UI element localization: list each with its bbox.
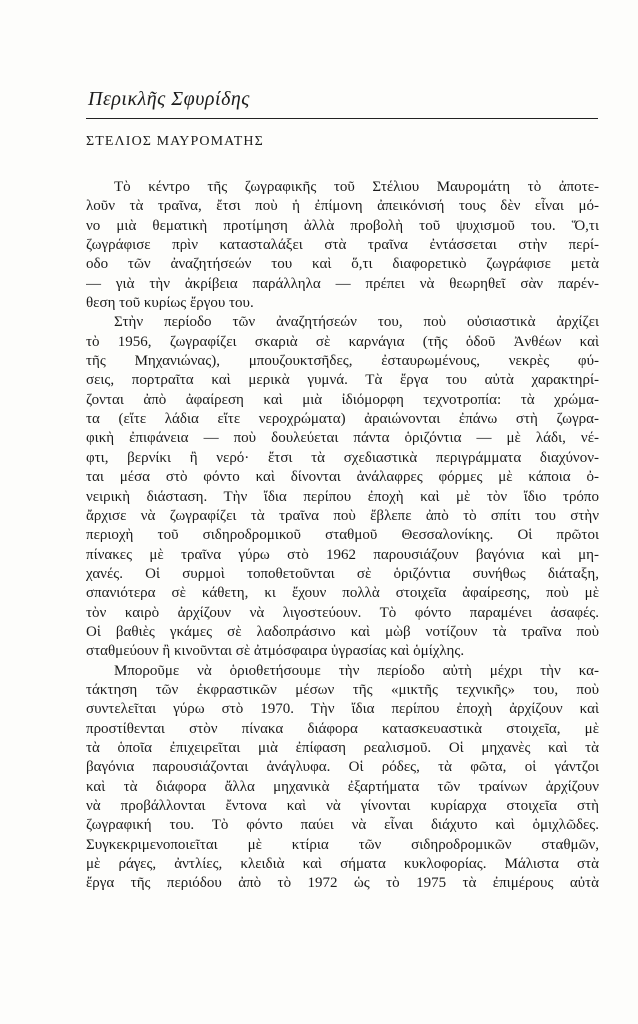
- text-line: Συγκεκριμενοποιεῖται μὲ κτίρια τῶν σιδηροδρομικῶν σταθμῶν,: [86, 836, 599, 853]
- text-line: φικὴ ἐπιφάνεια — ποὺ δουλεύεται πάντα ὁριζόντια — μὲ λάδι, νέ-: [86, 430, 599, 447]
- text-line: μὲ ράγες, ἀντλίες, κλειδιὰ καὶ σήματα κυκλοφορίας. Μάλιστα στὰ: [86, 856, 599, 873]
- text-line: Οἱ βαθιὲς γκάμες σὲ λαδοπράσινο καὶ μὼβ νοτίζουν τὰ τραῖνα ποὺ: [86, 623, 599, 640]
- text-line: Στὴν περίοδο τῶν ἀναζητήσεών του, ποὺ οὐσιαστικὰ ἀρχίζει: [114, 314, 599, 331]
- text-line: τα (εἴτε λάδια εἴτε νεροχρώματα) ἀραιώνονται ἐπάνω στὴ ζωγρα-: [86, 411, 599, 428]
- text-line: τὰ ὁποῖα ἐπιχειρεῖται μιὰ ἐπίφαση ρεαλισμοῦ. Οἱ μηχανὲς καὶ τὰ: [86, 739, 599, 756]
- text-line: λοῦν τὰ τραῖνα, ἔτσι ποὺ ἡ ἐπίμονη ἀπεικόνισή τους δὲν εἶναι μό-: [86, 198, 599, 215]
- text-line: — γιὰ τὴν ἀκρίβεια παράλληλα — πρέπει νὰ θεωρηθεῖ σὰν παρέν-: [86, 275, 599, 292]
- text-line: σπανιότερα σὲ κάθετη, κι ἔχουν πολλὰ στοιχεῖα ἀφαίρεσης, ποὺ μὲ: [86, 585, 599, 602]
- text-line: ἔργα τῆς περιόδου ἀπὸ τὸ 1972 ὡς τὸ 1975 τὰ ἐπιμέρους αὐτὰ: [86, 875, 599, 892]
- text-line: οδο τῶν ἀναζητήσεών του καὶ ὅ,τι διαφορετικὸ ζωγράφισε μετὰ: [86, 256, 599, 273]
- text-line: σεις, πορτραῖτα καὶ μερικὰ γυμνά. Τὰ ἔργα του αὐτὰ χαρακτηρί-: [86, 372, 599, 389]
- header-rule: [86, 118, 598, 119]
- text-line: τὸ 1956, ζωγραφίζει σκαριὰ σὲ καρνάγια (τῆς ὁδοῦ Ἀνθέων καὶ: [86, 333, 599, 350]
- text-line: τάκτηση τῶν ἐκφραστικῶν μέσων τῆς «μικτῆς τεχνικῆς» του, ποὺ: [86, 681, 599, 698]
- text-line: πίνακες μὲ τραῖνα γύρω στὸ 1962 παρουσιάζουν βαγόνια καὶ μη-: [86, 546, 599, 563]
- text-line: ται μέσα στὸ φόντο καὶ δίνονται ἀνάλαφρες φόρμες μὲ κάποια ὀ-: [86, 469, 599, 486]
- text-line: περιοχὴ τοῦ σιδηροδρομικοῦ σταθμοῦ Θεσσαλονίκης. Οἱ πρῶτοι: [86, 527, 599, 544]
- text-line: προστίθενται στὸν πίνακα διάφορα κατασκευαστικὰ στοιχεῖα, μὲ: [86, 720, 599, 737]
- text-line: ζονται ἀπὸ ἀφαίρεση καὶ μιὰ ἰδιόμορφη τεχνοτροπία: τὰ χρώμα-: [86, 391, 599, 408]
- author-name: ΣΤΕΛΙΟΣ ΜΑΥΡΟΜΑΤΗΣ: [86, 134, 264, 149]
- text-line: βαγόνια παρουσιάζονται ἀνάγλυφα. Οἱ ρόδες, τὰ φῶτα, οἱ γάντζοι: [86, 759, 599, 776]
- body-text: [86, 178, 599, 894]
- text-line: τὸν καιρὸ ἀρχίζουν νὰ λιγοστεύουν. Τὸ φόντο παραμένει ἀσαφές.: [86, 604, 599, 621]
- text-line: φτι, βερνίκι ἢ νερό· ἔτσι τὰ σχεδιαστικὰ περιγράμματα διαχύνον-: [86, 449, 599, 466]
- text-line: ζωγραφική του. Τὸ φόντο παύει νὰ εἶναι διάχυτο καὶ ὁμιχλῶδες.: [86, 817, 599, 834]
- text-line: νὰ προβάλλονται ἔντονα καὶ νὰ γίνονται κυρίαρχα στοιχεῖα στὴ: [86, 798, 599, 814]
- text-line: ζωγράφισε πρὶν κατασταλάξει στὰ τραῖνα ἐντάσσεται στὴν περί-: [86, 237, 599, 254]
- text-line: θεση τοῦ κυρίως ἔργου του.: [86, 295, 254, 312]
- text-line: Τὸ κέντρο τῆς ζωγραφικῆς τοῦ Στέλιου Μαυρομάτη τὸ ἀποτε-: [114, 179, 599, 195]
- text-line: νειρικὴ διάσταση. Τὴν ἴδια περίπου ἐποχὴ καὶ μὲ τὸν ἴδιο τρόπο: [86, 488, 599, 505]
- text-line: νο μιὰ θεματικὴ προτίμηση ἀλλὰ προβολὴ τοῦ ψυχισμοῦ του. Ὅ,τι: [86, 217, 599, 234]
- text-line: συντελεῖται γύρω στὸ 1970. Τὴν ἴδια περίπου ἐποχὴ ἀρχίζουν καὶ: [86, 701, 599, 718]
- text-line: Μποροῦμε νὰ ὁριοθετήσουμε τὴν περίοδο αὐτὴ μέχρι τὴν κα-: [114, 662, 599, 679]
- running-head: Περικλῆς Σφυρίδης: [88, 88, 250, 110]
- text-line: τῆς Μηχανιώνας), μπουζουκτσῆδες, ἐσταυρωμένους, νεκρὲς φύ-: [86, 353, 599, 370]
- text-line: σταθμεύουν ἢ κινοῦνται σὲ ἀτμόσφαιρα ὑγρασίας καὶ ὁμίχλης.: [86, 643, 465, 660]
- text-line: ἄρχισε νὰ ζωγραφίζει τὰ τραῖνα ποὺ ἔβλεπε ἀπὸ τὸ σπίτι του στὴν: [86, 507, 599, 524]
- text-line: χανές. Οἱ συρμοὶ τοποθετοῦνται σὲ ὁριζόντια συνήθως διάταξη,: [86, 565, 599, 582]
- text-line: καὶ τὰ διάφορα ἄλλα μηχανικὰ ἐξαρτήματα τῶν τραίνων ἀρχίζουν: [86, 778, 599, 795]
